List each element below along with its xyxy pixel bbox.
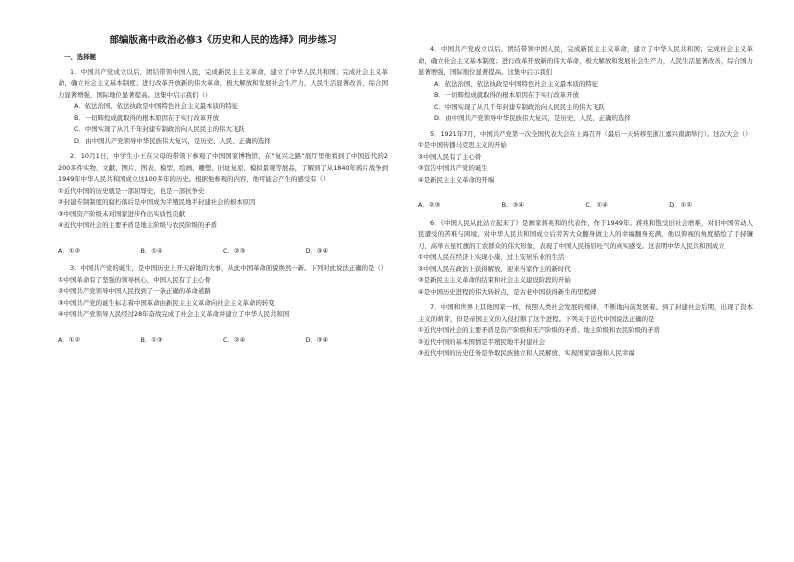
answer-choice: B．①③: [140, 335, 163, 344]
question-option: ③中国资产阶级未对国家进步作出实质性贡献: [58, 209, 186, 218]
question-block: [58, 263, 388, 346]
question-option: ①近代中国的历史就是一部屈辱史，也是一部抗争史: [58, 186, 205, 195]
answer-choice: A．①②: [58, 335, 81, 344]
question-option: C．中国实现了从几千年封建专制政治向人民民主的伟大飞跃: [434, 102, 605, 111]
question-option: ②封建专制制度的腐朽落后是中国成为半殖民地半封建社会的根本原因: [58, 198, 256, 206]
answer-choices: [58, 246, 388, 258]
question-stem: 7．中国和世界上其他国家一样，按照人类社会发展的规律，不断地向前发展着。到了封建社会后期，出现了资本主义的萌芽，但是帝国主义的入侵打断了这个进程。下列关于近代中国说法正确的是: [418, 303, 753, 323]
right-question-list: [418, 44, 753, 364]
question-option: D．由中国共产党领导中华民族伟大复兴，是历史、人民、正确的选择: [74, 136, 271, 145]
section-label: 一、选择题: [64, 53, 96, 61]
question-option: ②中国人民有了主心骨: [418, 152, 482, 161]
question-option: B．一切辉煌成就取得的根本原因在于实行改革开放: [74, 113, 219, 122]
question-option: ②近代中国的基本国情是半殖民地半封建社会: [418, 337, 546, 346]
answer-choice: D．③④: [305, 246, 329, 255]
document-title: 部编版高中政治必修3《历史和人民的选择》同步练习: [109, 35, 337, 46]
question-block: [58, 67, 388, 152]
question-option: ②中国共产党领导中国人民找到了一条正确的革命道路: [58, 287, 211, 295]
question-option: ④中国共产党领导人民经过28年奋战完成了社会主义革命并建立了中华人民共和国: [58, 310, 290, 318]
answer-choices: [58, 335, 388, 347]
question-stem: 1．中国共产党成立以后，团结带领中国人民，完成新民主主义革命，建立了中华人民共和国；完成社会主义革命，确立社会主义基本制度；进行改革开放新的伟大革命，极大解放和发展社会生产力，人民生活显著改善，综合国力显著增强，国际地位显著提高。这集中启示我们（）: [58, 67, 388, 99]
question-stem: 5．1921年7月，中国共产党第一次全国代表大会在上海召开（最后一天转移至浙江嘉兴南湖举行）。这次大会（）: [430, 129, 752, 138]
answer-choice: B．①④: [140, 246, 163, 255]
answer-choice: A．②③: [418, 201, 441, 209]
question-block: [418, 218, 753, 303]
question-option: ①近代中国社会的主要矛盾是资产阶级和无产阶级的矛盾、地主阶级和农民阶级的矛盾: [418, 326, 661, 334]
answer-choice: A．①②: [58, 246, 81, 255]
question-option: ①中国革命有了坚强的领导核心，中国人民有了主心骨: [58, 275, 211, 284]
question-option: A．依法治国、依法执政是中国特色社会主义最本质的特征: [434, 79, 599, 88]
question-stem: 4．中国共产党成立以后，团结带领中国人民，完成新民主主义革命，建立了中华人民共和国；完成社会主义革命，确立社会主义基本制度；进行改革开放新的伟大革命，极大解放和发展社会生产力，人民生活显著改善，综合国力显著增强，国际地位显著提高。这集中启示我们: [418, 45, 753, 76]
question-option: ③宣告中国共产党的诞生: [418, 164, 488, 172]
left-question-list: [58, 67, 388, 347]
question-block: [418, 302, 753, 364]
left-column: [58, 52, 388, 352]
question-stem: 6．《中国人民从此站立起来了》是画家蒋兆和的代表作，作于1949年。蒋兆和饱受旧社会磨难，对旧中国劳动人民遭受的苦难与困境，对中华人民共和国成立后劳苦大众翻身做主人的幸福翻身充满，他以仰视的角度描绘了手持镰刀、高举五星红旗的工农群众的伟大形象，表现了中国人民扬眉吐气的真实感受。这表明中华人民共和国成立: [418, 218, 753, 250]
question-option: B．一切辉煌成就取得的根本原因在于实行改革开放: [434, 91, 579, 99]
answer-choice: C．②③: [223, 246, 246, 255]
question-block: [58, 151, 388, 257]
answer-choice: D．①②: [669, 201, 693, 209]
answer-choices: [418, 200, 753, 212]
question-option: C．中国实现了从几千年封建专制政治向人民民主的伟大飞跃: [74, 125, 245, 133]
answer-choice: D．③④: [305, 335, 329, 344]
answer-choice: B．③④: [501, 201, 524, 209]
question-option: ④近代中国社会的主要矛盾是地主阶级与农民阶级的矛盾: [58, 221, 218, 229]
question-block: [418, 129, 753, 212]
right-column: [418, 44, 753, 364]
question-option: ①中国人民在经济上实现小康，过上安居乐业的生活: [418, 253, 565, 261]
question-option: D．由中国共产党领导中华民族伟大复兴，是历史、人民、正确的选择: [434, 114, 631, 122]
question-stem: 3．中国共产党的诞生，是中国历史上开天辟地的大事，从此中国革命面貌焕然一新。下列对此说法正确的是（）: [70, 264, 388, 272]
answer-choice: C．①④: [585, 201, 608, 209]
question-block: [418, 44, 753, 129]
question-option: ④是新民主主义革命的开端: [418, 175, 495, 184]
question-option: ③是新民主主义革命的结束和社会主义建设阶段的开始: [418, 276, 571, 284]
question-option: ③近代中国的历史任务是争取民族独立和人民解放、实现国家富强和人民幸福: [418, 349, 635, 357]
question-option: A．依法治国、依法执政是中国特色社会主义最本质的特征: [74, 102, 239, 110]
answer-choice: C．②④: [223, 335, 246, 344]
question-option: ②中国人民在政治上获得解放，迎来当家作主的新时代: [418, 264, 571, 273]
question-stem: 2．10月1日，中学生小王在父母的带领下参观了中国国家博物馆，在“复兴之路”展厅里他看到了中国近代的2 200多件实物、文献、图片、图表、模型、绘画、雕塑、旧址复原、模拟景观等展品，了解到了从1840年鸦片战争到1949年中华人民共和国成立这100多年的历史。根据他参观的内容，他可能会产生的感受有（）: [58, 152, 388, 183]
question-option: ③中国共产党的诞生标志着中国革命由新民主主义革命向社会主义革命的转变: [58, 298, 275, 307]
question-option: ④是中国历史进程的伟大转折点，是古老中国获得新生的里程碑: [418, 287, 597, 296]
question-option: ①是中国传播马克思主义的开始: [418, 141, 507, 149]
